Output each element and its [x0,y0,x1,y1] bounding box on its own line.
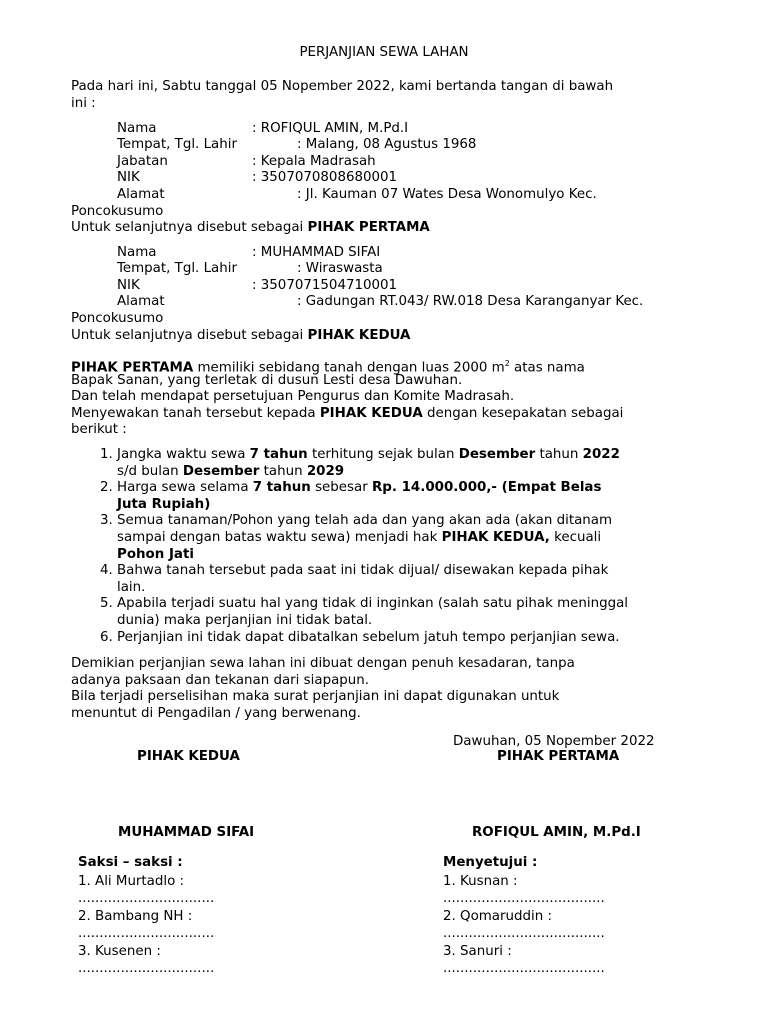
body-p2: Dan telah mendapat persetujuan Pengurus dan Komite Madrasah. [71,389,515,404]
approver-1-name: 1. Kusnan : [443,874,518,889]
term-1-e: tahun [535,447,583,462]
witness-1-dots: ................................ [78,891,215,906]
term-2 [117,480,737,513]
term-5-a: Apabila terjadi suatu hal yang tidak di inginkan (salah satu pihak meninggal [117,596,628,612]
approver-2-name: 2. Qomaruddin : [443,909,552,924]
term-1-h: Desember [182,463,260,479]
term-3-e: Pohon Jati [117,546,194,562]
closing-line-1: Demikian perjanjian sewa lahan ini dibuat dengan penuh kesadaran, tanpa [71,656,575,671]
party2-designation-line [71,327,410,344]
right-role: PIHAK PERTAMA [497,749,620,764]
party1-nama-value: : ROFIQUL AMIN, M.Pd.I [252,121,409,136]
term-1-g: s/d bulan [117,463,183,479]
closing-line-2: adanya paksaan dan tekanan dari siapapun. [71,673,370,688]
party2-ttl-value: : Wiraswasta [297,261,383,276]
party1-alamat-value: : Jl. Kauman 07 Wates Desa Wonomulyo Kec. [297,187,597,202]
party2-alamat-label: Alamat [117,294,165,309]
term-1-c: terhitung sejak bulan [307,447,459,462]
term-1-b: 7 tahun [249,447,308,462]
party1-designation-line [71,219,430,236]
body-p3-line1 [71,405,623,422]
body-p3-b: dengan kesepakatan sebagai [422,406,624,421]
term-2-b: 7 tahun [252,480,311,496]
term-3-b: sampai dengan batas waktu sewa) menjadi hak [117,529,442,545]
approver-3-dots: ...................................... [443,961,605,976]
term-2-a: Harga sewa selama [117,480,253,496]
term-3-a: Semua tanaman/Pohon yang telah ada dan yang akan ada (akan ditanam [117,513,613,529]
party2-nama-value: : MUHAMMAD SIFAI [252,245,381,260]
party2-designation: PIHAK KEDUA [307,328,411,343]
right-signer-name: ROFIQUL AMIN, M.Pd.I [472,825,641,840]
witness-1-name: 1. Ali Murtadlo : [78,874,185,889]
left-signer-name: MUHAMMAD SIFAI [118,825,255,840]
term-1-j: 2029 [306,463,345,479]
witness-3-name: 3. Kusenen : [78,944,161,959]
body-p3-a: Menyewakan tanah tersebut kepada [71,406,320,421]
party1-alamat-label: Alamat [117,187,165,202]
term-1-d: Desember [458,447,536,462]
body-p1-sup: 2 [504,359,510,368]
body-p1-text: memiliki sebidang tanah dengan luas 2000 m [193,360,505,376]
body-p3-line2: berikut : [71,422,127,437]
witness-2-name: 2. Bambang NH : [78,909,193,924]
term-5 [117,596,737,629]
closing-line-4: menuntut di Pengadilan / yang berwenang. [71,706,361,721]
body-p3-bold: PIHAK KEDUA [319,406,423,421]
place-date: Dawuhan, 05 Nopember 2022 [453,734,655,749]
witness-2-dots: ................................ [78,926,215,941]
party1-jabatan-label: Jabatan [117,154,168,169]
body-p1-line2: Bapak Sanan, yang terletak di dusun Lesti desa Dawuhan. [71,373,463,388]
party2-alamat-cont: Poncokusumo [71,311,164,326]
party2-designation-prefix: Untuk selanjutnya disebut sebagai [71,328,308,343]
party2-ttl-label: Tempat, Tgl. Lahir [117,261,237,276]
approver-1-dots: ...................................... [443,891,605,906]
document-title: PERJANJIAN SEWA LAHAN [299,45,469,60]
intro-line-1: Pada hari ini, Sabtu tanggal 05 Nopember 2022, kami bertanda tangan di bawah [71,79,614,94]
approver-3-name: 3. Sanuri : [443,944,512,959]
term-2-e: Juta Rupiah) [117,496,211,512]
terms-list [71,447,737,646]
closing-line-3: Bila terjadi perselisihan maka surat perjanjian ini dapat digunakan untuk [71,689,560,704]
party1-nik-value: : 3507070808680001 [252,170,398,185]
term-3-c: PIHAK KEDUA, [441,529,550,545]
approval-heading: Menyetujui : [443,855,538,870]
term-3 [117,513,737,563]
approver-2-dots: ...................................... [443,926,605,941]
term-6 [117,630,737,647]
left-role: PIHAK KEDUA [137,749,240,764]
term-4-b: lain. [117,579,146,595]
party2-alamat-value: : Gadungan RT.043/ RW.018 Desa Karanganyar Kec. [297,294,644,309]
witness-3-dots: ................................ [78,961,215,976]
term-1 [117,447,737,480]
term-1-i: tahun [259,463,307,479]
term-1-a: Jangka waktu sewa [117,447,250,462]
term-2-c: sebesar [310,480,372,496]
term-5-b: dunia) maka perjanjian ini tidak batal. [117,612,373,628]
party2-nik-label: NIK [117,278,140,293]
party1-jabatan-value: : Kepala Madrasah [252,154,376,169]
party1-nik-label: NIK [117,170,140,185]
term-3-d: kecuali [549,529,602,545]
witnesses-heading: Saksi – saksi : [78,855,183,870]
body-p1-bold: PIHAK PERTAMA [71,360,194,376]
intro-line-2: ini : [71,96,96,111]
body-p1-text2: atas nama [509,360,585,376]
party1-designation-prefix: Untuk selanjutnya disebut sebagai [71,220,308,235]
party1-designation: PIHAK PERTAMA [307,220,430,235]
party1-alamat-cont: Poncokusumo [71,204,164,219]
party2-nama-label: Nama [117,245,157,260]
term-2-d: Rp. 14.000.000,- (Empat Belas [371,480,602,496]
party1-ttl-label: Tempat, Tgl. Lahir [117,137,237,152]
term-4-a: Bahwa tanah tersebut pada saat ini tidak dijual/ disewakan kepada pihak [117,563,609,579]
party2-nik-value: : 3507071504710001 [252,278,398,293]
term-1-f: 2022 [582,447,620,462]
party1-ttl-value: : Malang, 08 Agustus 1968 [297,137,477,152]
party1-nama-label: Nama [117,121,157,136]
term-4 [117,563,737,596]
term-6: Perjanjian ini tidak dapat dibatalkan sebelum jatuh tempo perjanjian sewa. [117,629,620,645]
